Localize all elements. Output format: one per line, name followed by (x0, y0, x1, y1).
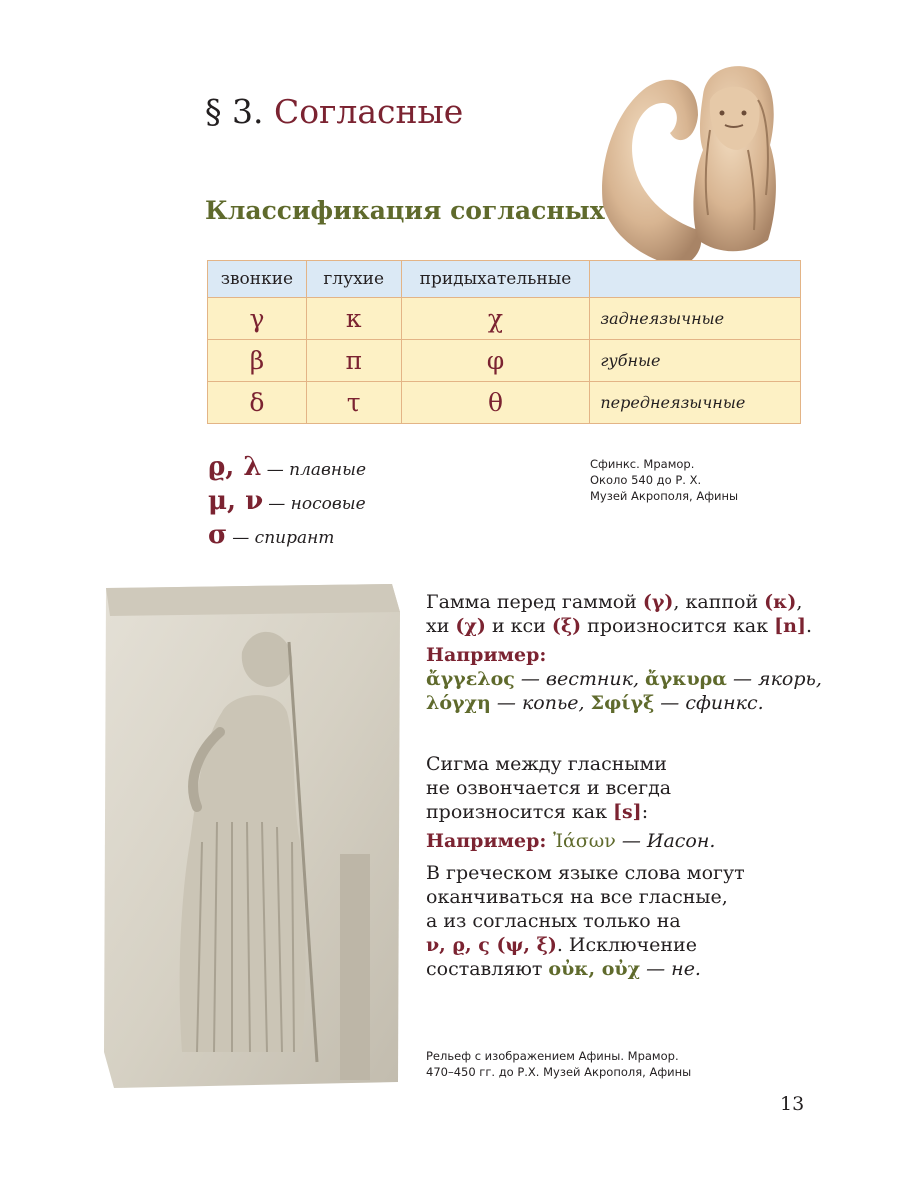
text-span: : (641, 801, 649, 823)
text-line (426, 829, 806, 853)
caption-line: 470–450 гг. до Р.Х. Музей Акрополя, Афины (426, 1065, 692, 1079)
text-line (426, 614, 812, 638)
page-number: 13 (780, 1093, 805, 1115)
header-type (590, 261, 801, 298)
cell-aspirated: φ (401, 340, 590, 382)
consonants-table (207, 260, 801, 424)
greek-letters: ν, ϱ, ς (ψ, ξ) (426, 934, 557, 956)
greek-letters: σ (208, 520, 228, 550)
text-span: Гамма перед гаммой (426, 591, 643, 613)
cell-voiceless: τ (306, 382, 401, 424)
sphinx-caption (590, 456, 738, 504)
table-row (208, 298, 801, 340)
text-span: , (796, 591, 803, 613)
caption-line: Музей Акрополя, Афины (590, 489, 739, 503)
text-span: и кси (485, 615, 552, 637)
header-voiceless: глухие (306, 261, 401, 298)
cell-type: губные (590, 340, 801, 382)
text-line (426, 957, 806, 981)
text-span: составляют (426, 958, 549, 980)
phoneme: [s] (613, 801, 642, 823)
example-label: Например: (426, 644, 547, 666)
caption-line: Сфинкс. Мрамор. (590, 457, 695, 471)
greek-letters: (γ) (642, 591, 674, 613)
translation: — сфинкс. (654, 692, 764, 714)
header-voiced: звонкие (208, 261, 307, 298)
sphinx-statue-image (598, 55, 786, 275)
other-consonants-list (208, 452, 366, 554)
text-span: хи (426, 615, 456, 637)
text-line: Сигма между гласными (426, 753, 667, 775)
translation: — Иасон. (615, 830, 716, 852)
text-line (426, 691, 806, 715)
text-line (426, 800, 806, 824)
text-line: В греческом языке слова могут (426, 862, 745, 884)
cell-aspirated: χ (401, 298, 590, 340)
cell-voiced: β (208, 340, 307, 382)
greek-word: Ἰάσων (553, 830, 616, 852)
text-span: произносится как (581, 615, 775, 637)
translation: — не. (640, 958, 701, 980)
table-row (208, 340, 801, 382)
relief-caption (426, 1048, 691, 1080)
greek-word: ἄγγελος (426, 668, 515, 690)
greek-letters: ϱ, λ (208, 452, 262, 482)
consonant-label: — плавные (266, 460, 367, 480)
text-span: произносится как (426, 801, 613, 823)
translation: — вестник, (514, 668, 646, 690)
section-number: § 3. (205, 92, 264, 131)
header-aspirated: придыхательные (401, 261, 590, 298)
rule-endings (426, 861, 806, 981)
greek-word: ἄγκυρα (645, 668, 727, 690)
greek-letters: (ξ) (551, 615, 582, 637)
text-span: , каппой (673, 591, 765, 613)
list-item (208, 452, 366, 486)
caption-line: Рельеф с изображением Афины. Мрамор. (426, 1049, 679, 1063)
cell-type: заднеязычные (590, 298, 801, 340)
text-line: а из согласных только на (426, 910, 681, 932)
text-line (426, 933, 806, 957)
table-row (208, 382, 801, 424)
table-header-row (208, 261, 801, 298)
text-line (426, 590, 806, 614)
section-name: Согласные (273, 92, 464, 131)
cell-aspirated: θ (401, 382, 590, 424)
cell-voiced: γ (208, 298, 307, 340)
text-line (426, 667, 822, 691)
consonant-label: — спирант (232, 528, 335, 548)
cell-voiceless: κ (306, 298, 401, 340)
rule-sigma (426, 752, 806, 853)
greek-word: Σφίγξ (590, 692, 655, 714)
translation: — якорь, (726, 668, 822, 690)
text-span: . (805, 615, 812, 637)
text-line: оканчиваться на все гласные, (426, 886, 728, 908)
phoneme: [n] (774, 615, 806, 637)
list-item (208, 486, 366, 520)
athena-relief-image (102, 582, 404, 1090)
section-title (205, 92, 463, 131)
list-item (208, 520, 366, 554)
consonant-label: — носовые (268, 494, 366, 514)
translation: — копье, (490, 692, 591, 714)
example-label: Например: (426, 830, 554, 852)
caption-line: Около 540 до Р. Х. (590, 473, 702, 487)
text-span: . Исключение (556, 934, 697, 956)
rule-gamma (426, 590, 822, 715)
greek-letters: (χ) (455, 615, 486, 637)
subheading: Классификация согласных (205, 196, 605, 225)
greek-letters: (κ) (764, 591, 797, 613)
greek-word: οὐκ, οὐχ (548, 958, 641, 980)
cell-voiceless: π (306, 340, 401, 382)
text-line: не озвончается и всегда (426, 777, 672, 799)
cell-type: переднеязычные (590, 382, 801, 424)
cell-voiced: δ (208, 382, 307, 424)
greek-word: λόγχη (426, 692, 491, 714)
greek-letters: μ, ν (208, 486, 264, 516)
rules-text (426, 590, 822, 981)
